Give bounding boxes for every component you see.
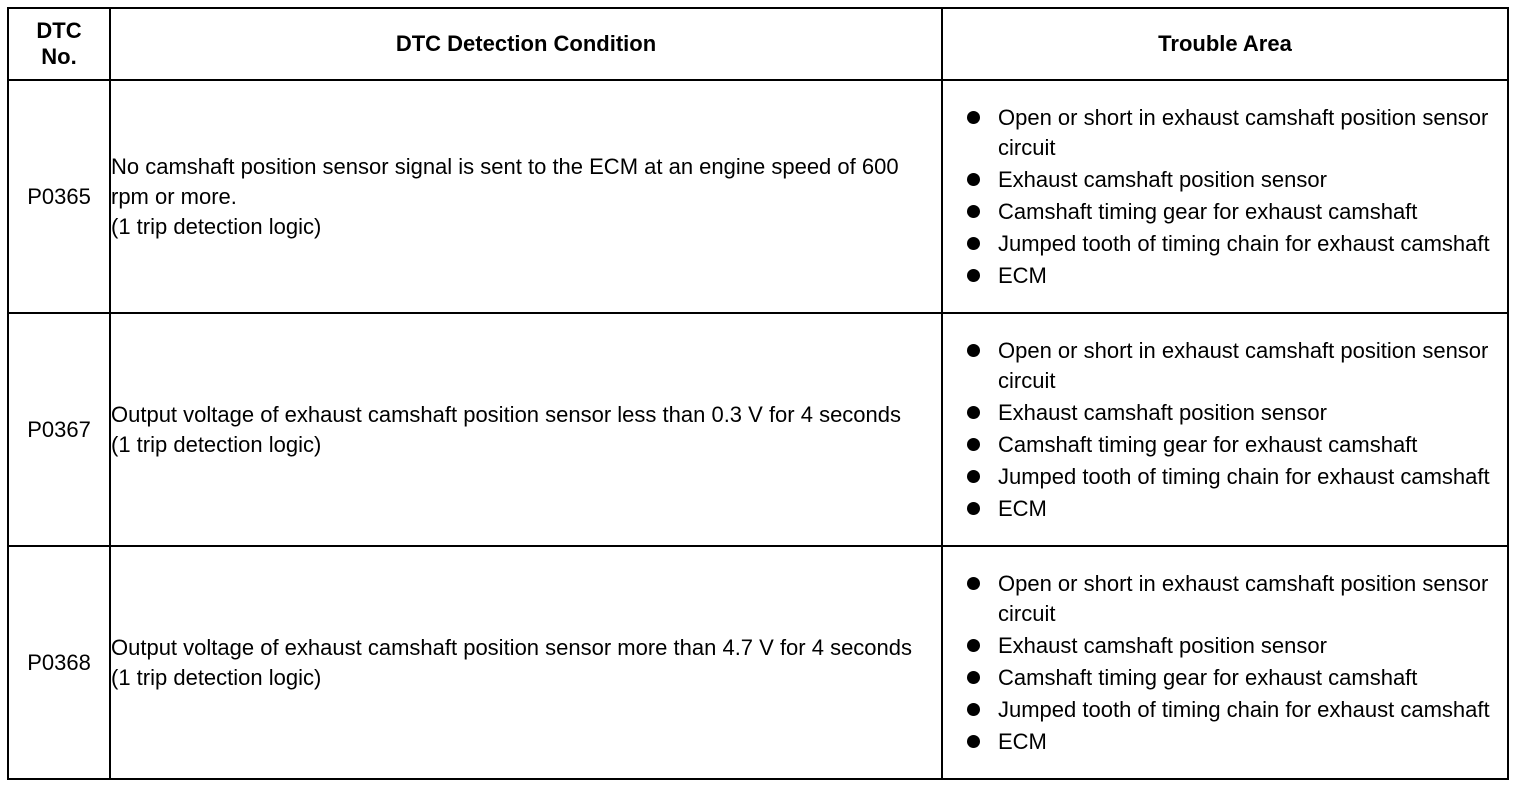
- bullet-icon: [967, 703, 980, 716]
- trouble-area: [942, 80, 1508, 313]
- condition-logic: (1 trip detection logic): [111, 213, 322, 239]
- bullet-icon: [967, 502, 980, 515]
- area-text: ECM: [998, 495, 1047, 521]
- dtc-code: P0367: [8, 313, 110, 546]
- list-item: [943, 631, 1507, 661]
- header-detection-condition: DTC Detection Condition: [110, 8, 942, 80]
- condition-logic: (1 trip detection logic): [111, 431, 322, 457]
- dtc-code: P0368: [8, 546, 110, 779]
- area-text: ECM: [998, 262, 1047, 288]
- bullet-icon: [967, 406, 980, 419]
- list-item: [943, 336, 1507, 396]
- area-text: Open or short in exhaust camshaft position sensor circuit: [998, 104, 1489, 160]
- detection-condition: [110, 313, 942, 546]
- area-text: Jumped tooth of timing chain for exhaust camshaft: [998, 696, 1490, 722]
- bullet-icon: [967, 438, 980, 451]
- list-item: [943, 261, 1507, 291]
- detection-condition: [110, 546, 942, 779]
- trouble-area: [942, 313, 1508, 546]
- table-row: [8, 546, 1508, 779]
- bullet-icon: [967, 237, 980, 250]
- area-text: Exhaust camshaft position sensor: [998, 166, 1327, 192]
- trouble-area: [942, 546, 1508, 779]
- list-item: [943, 229, 1507, 259]
- area-text: Jumped tooth of timing chain for exhaust camshaft: [998, 230, 1490, 256]
- bullet-icon: [967, 173, 980, 186]
- dtc-table: [7, 7, 1509, 780]
- area-text: Open or short in exhaust camshaft position sensor circuit: [998, 337, 1489, 393]
- area-text: Camshaft timing gear for exhaust camshaft: [998, 198, 1418, 224]
- condition-text: No camshaft position sensor signal is sent to the ECM at an engine speed of 600 rpm or more.: [111, 153, 899, 209]
- trouble-area-list: [943, 569, 1507, 757]
- header-dtc-no: DTC No.: [8, 8, 110, 80]
- list-item: [943, 727, 1507, 757]
- bullet-icon: [967, 639, 980, 652]
- table-header-row: [8, 8, 1508, 80]
- bullet-icon: [967, 344, 980, 357]
- bullet-icon: [967, 577, 980, 590]
- area-text: Camshaft timing gear for exhaust camshaft: [998, 431, 1418, 457]
- list-item: [943, 663, 1507, 693]
- area-text: Jumped tooth of timing chain for exhaust camshaft: [998, 463, 1490, 489]
- area-text: Exhaust camshaft position sensor: [998, 399, 1327, 425]
- condition-text: Output voltage of exhaust camshaft position sensor more than 4.7 V for 4 seconds: [111, 634, 913, 660]
- dtc-code: P0365: [8, 80, 110, 313]
- bullet-icon: [967, 671, 980, 684]
- bullet-icon: [967, 470, 980, 483]
- area-text: Exhaust camshaft position sensor: [998, 632, 1327, 658]
- bullet-icon: [967, 205, 980, 218]
- bullet-icon: [967, 269, 980, 282]
- table-row: [8, 80, 1508, 313]
- bullet-icon: [967, 735, 980, 748]
- list-item: [943, 103, 1507, 163]
- bullet-icon: [967, 111, 980, 124]
- list-item: [943, 569, 1507, 629]
- list-item: [943, 197, 1507, 227]
- list-item: [943, 398, 1507, 428]
- detection-condition: [110, 80, 942, 313]
- list-item: [943, 494, 1507, 524]
- area-text: ECM: [998, 728, 1047, 754]
- trouble-area-list: [943, 103, 1507, 291]
- list-item: [943, 462, 1507, 492]
- list-item: [943, 430, 1507, 460]
- area-text: Camshaft timing gear for exhaust camshaft: [998, 664, 1418, 690]
- area-text: Open or short in exhaust camshaft position sensor circuit: [998, 570, 1489, 626]
- trouble-area-list: [943, 336, 1507, 524]
- list-item: [943, 165, 1507, 195]
- header-trouble-area: Trouble Area: [942, 8, 1508, 80]
- table-row: [8, 313, 1508, 546]
- list-item: [943, 695, 1507, 725]
- condition-logic: (1 trip detection logic): [111, 664, 322, 690]
- condition-text: Output voltage of exhaust camshaft position sensor less than 0.3 V for 4 seconds: [111, 401, 902, 427]
